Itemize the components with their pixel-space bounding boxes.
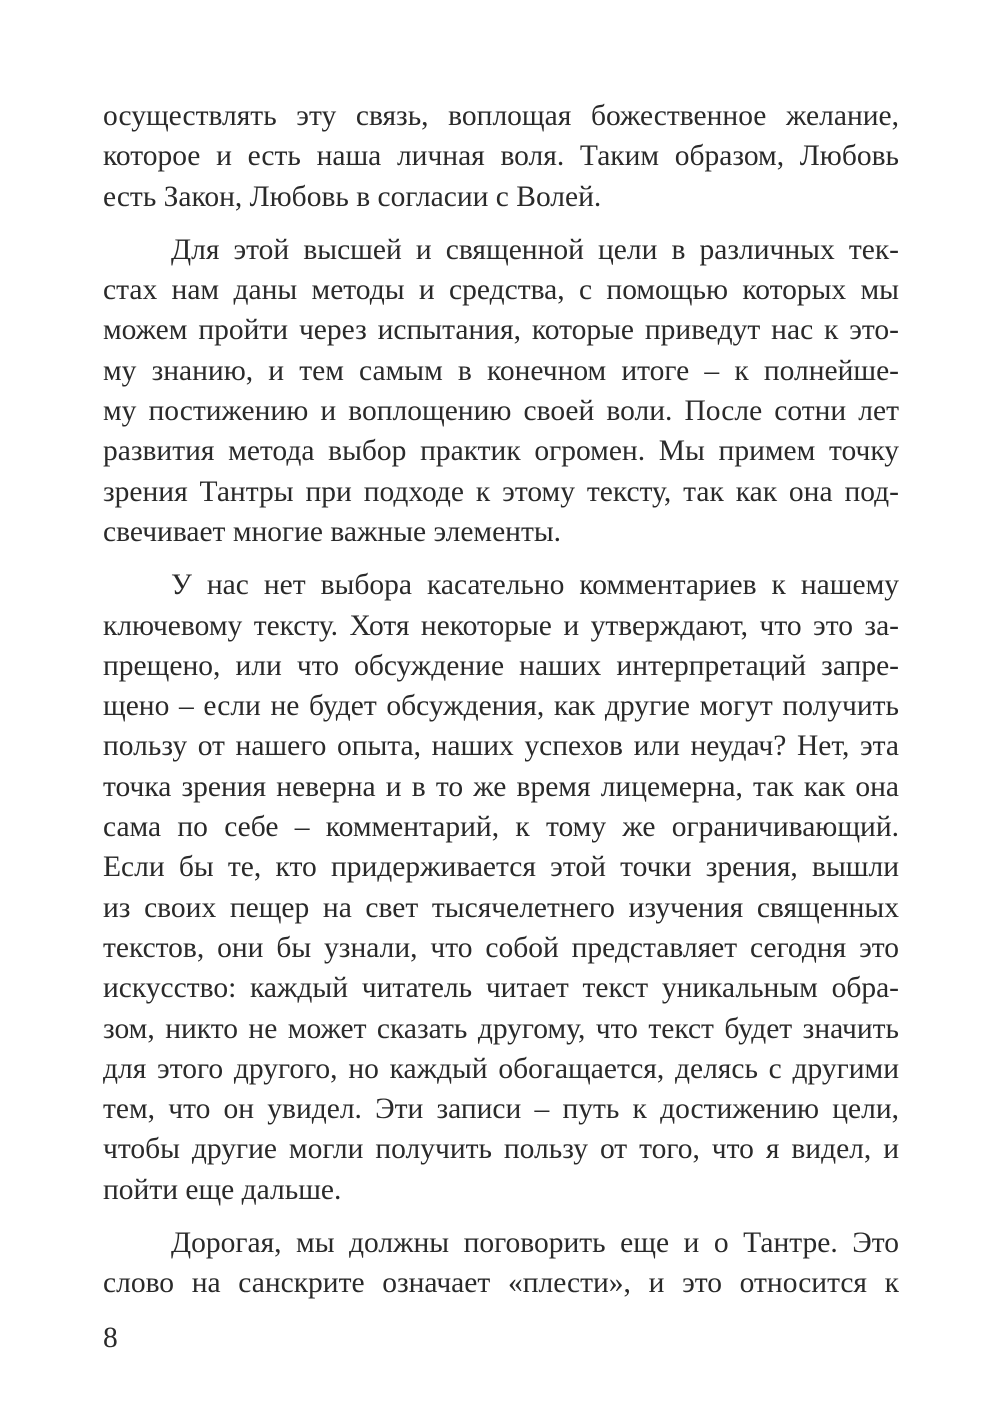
text-line: есть Закон, Любовь в согласии с Волей. [103,180,602,213]
text-line: Если бы те, кто придерживается этой точки зрения, вышли [103,851,899,884]
body-text [103,96,899,1317]
text-line: сама по себе – комментарий, к тому же ограничивающий. [103,811,899,844]
text-line: пользу от нашего опыта, наших успехов или неудач? Нет, эта [103,730,899,763]
paragraph-2 [103,230,899,552]
text-line: зом, никто не может сказать другому, что текст будет значить [103,1012,899,1045]
paragraph-4 [103,1223,899,1304]
paragraph-1 [103,96,899,217]
text-line: щено – если не будет обсуждения, как другие могут получить [103,690,899,723]
text-line: можем пройти через испытания, которые приведут нас к это- [103,314,899,347]
text-line: чтобы другие могли получить пользу от того, что я видел, и [103,1133,899,1166]
text-line: свечивает многие важные элементы. [103,515,562,548]
text-line: для этого другого, но каждый обогащается, делясь с другими [103,1052,899,1085]
text-line: развития метода выбор практик огромен. Мы примем точку [103,435,899,468]
text-line: осуществлять эту связь, воплощая божественное желание, [103,100,899,132]
text-line: тем, что он увидел. Эти записи – путь к достижению цели, [103,1093,899,1126]
text-line: У нас нет выбора касательно комментариев к нашему [171,569,899,602]
text-line: искусство: каждый читатель читает текст уникальным обра- [103,972,899,1005]
text-line: из своих пещер на свет тысячелетнего изучения священных [103,891,899,924]
text-line: текстов, они бы узнали, что собой представляет сегодня это [103,931,899,964]
text-line: Для этой высшей и священной цели в различных тек- [171,233,899,266]
page-number: 8 [103,1322,118,1354]
text-line: зрения Тантры при подходе к этому тексту, так как она под- [103,475,899,508]
text-line: Дорогая, мы должны поговорить еще и о Тантре. Это [171,1227,899,1260]
text-line: прещено, или что обсуждение наших интерпретаций запре- [103,649,899,682]
text-line: му знанию, и тем самым в конечном итоге – к полнейше- [103,354,899,387]
text-line: му постижению и воплощению своей воли. После сотни лет [103,395,899,428]
text-line: стах нам даны методы и средства, с помощью которых мы [103,274,899,307]
text-line: ключевому тексту. Хотя некоторые и утверждают, что это за- [103,609,899,642]
text-line: слово на санскрите означает «плести», и это относится к [103,1267,899,1300]
text-line: которое и есть наша личная воля. Таким образом, Любовь [103,140,899,173]
text-line: пойти еще дальше. [103,1173,342,1206]
text-line: точка зрения неверна и в то же время лицемерна, так как она [103,770,899,803]
paragraph-3 [103,565,899,1210]
